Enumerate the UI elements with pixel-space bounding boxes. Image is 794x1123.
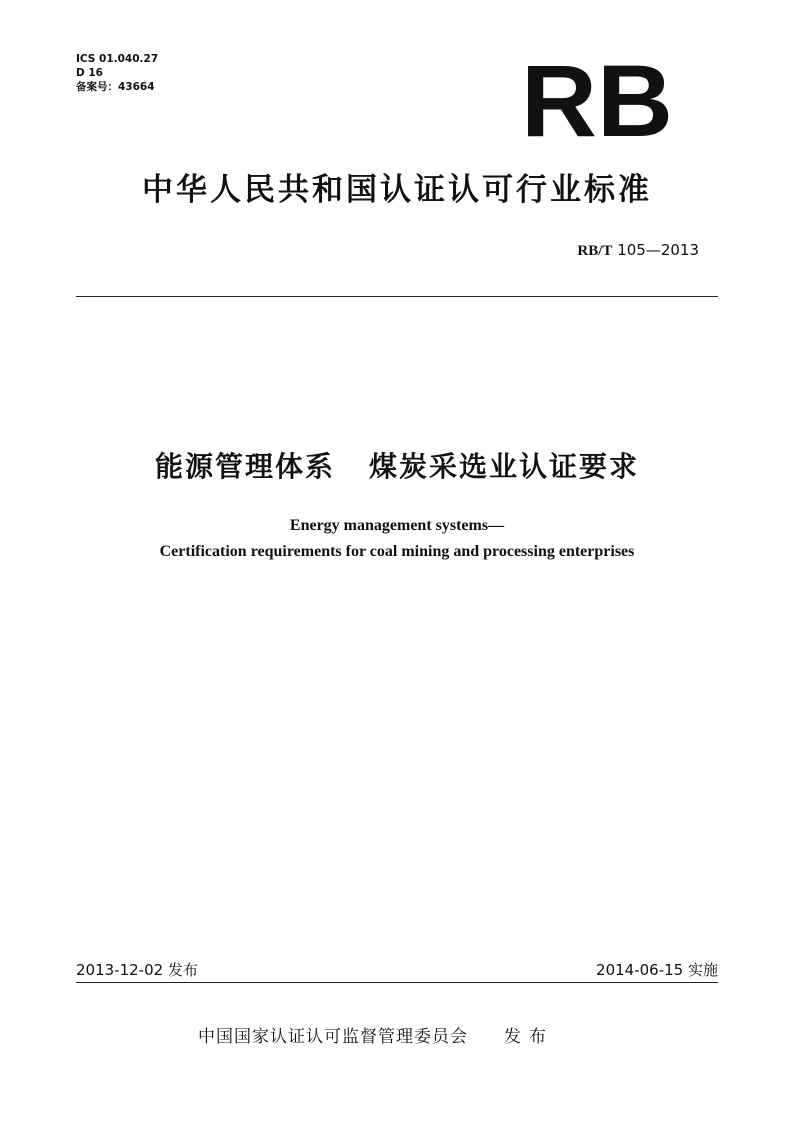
standard-category-title: 中华人民共和国认证认可行业标准 bbox=[142, 172, 652, 208]
issue-date: 2013-12-02 发布 bbox=[76, 961, 198, 979]
publisher-line bbox=[198, 1022, 554, 1047]
ccs-code: D 16 bbox=[76, 67, 103, 79]
ics-code: ICS 01.040.27 bbox=[76, 53, 159, 65]
publisher-name: 中国国家认证认可监督管理委员会 bbox=[198, 1027, 468, 1047]
filing-number: 备案号：43664 bbox=[76, 81, 155, 93]
document-title-part2: 煤炭采选业认证要求 bbox=[369, 450, 640, 483]
publisher-action: 发布 bbox=[504, 1027, 554, 1047]
implementation-date: 2014-06-15 实施 bbox=[596, 961, 718, 979]
english-title-line1: Energy management systems— bbox=[289, 517, 505, 534]
standard-number-value: 105—2013 bbox=[617, 241, 699, 259]
document-title bbox=[40, 445, 754, 485]
standard-number-prefix: RB/T bbox=[577, 243, 613, 259]
document-title-part1: 能源管理体系 bbox=[154, 450, 335, 483]
rb-logo-text: RB bbox=[521, 62, 673, 140]
standard-number bbox=[577, 241, 699, 260]
classification-block bbox=[76, 52, 158, 94]
bottom-divider bbox=[76, 982, 718, 983]
english-title-line2: Certification requirements for coal mining and processing enterprises bbox=[159, 543, 635, 560]
rb-logo bbox=[521, 62, 673, 140]
top-divider bbox=[76, 296, 718, 297]
